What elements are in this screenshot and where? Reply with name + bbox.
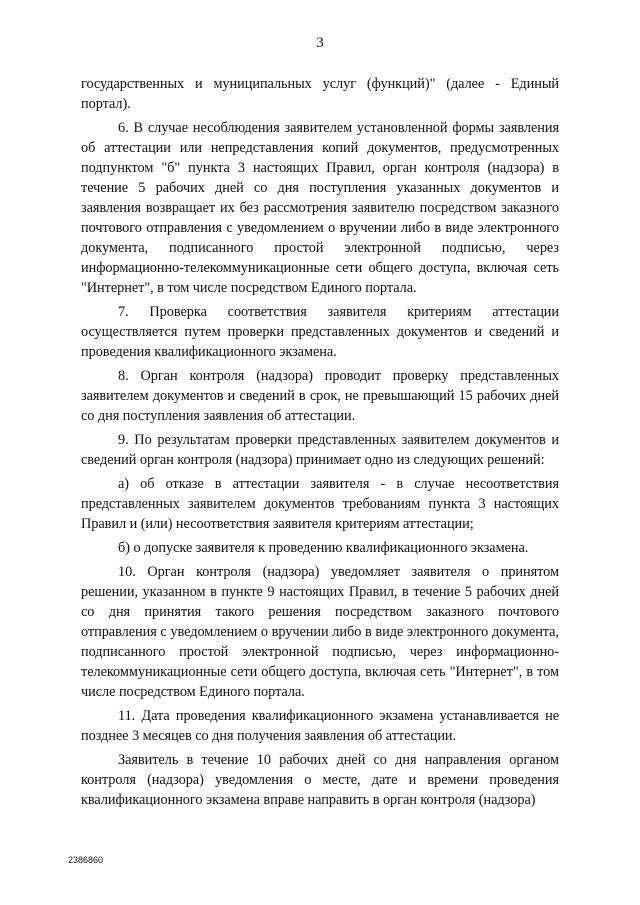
subitem-a: а) об отказе в аттестации заявителя - в случае несоответствия представленных заявителем документов требованиям пункта 3 настоящих Правил и (или) несоответствия заявителя критериям аттестации; [81, 476, 559, 532]
paragraph-applicant-right: Заявитель в течение 10 рабочих дней со дня направления органом контроля (надзора) уведомления о месте, дате и времени проведения квалификационного экзамена вправе направить в орган контроля (надзора) [81, 752, 559, 808]
paragraph-continuation: государственных и муниципальных услуг (функций)" (далее - Единый портал). [81, 76, 559, 112]
paragraph-item-10: 10. Орган контроля (надзора) уведомляет заявителя о принятом решении, указанном в пункте 9 настоящих Правил, в течение 5 рабочих дней со дня принятия такого решения посредством заказного почтового отправления с уведомлением о вручении либо в виде электронного документа, подписанного простой электронной подписью, через информационно-телекоммуникационные сети общего доступа, включая сеть "Интернет", в том числе посредством Единого портала. [81, 564, 559, 700]
document-code: 2386860 [68, 855, 104, 865]
page-number: 3 [316, 35, 324, 51]
paragraph-item-9: 9. По результатам проверки представленных заявителем документов и сведений орган контроля (надзора) принимает одно из следующих решений: [81, 432, 559, 468]
paragraph-item-7: 7. Проверка соответствия заявителя критериям аттестации осуществляется путем проверки представленных документов и сведений и проведения квалификационного экзамена. [81, 304, 559, 360]
document-body [81, 74, 559, 814]
paragraph-item-11: 11. Дата проведения квалификационного экзамена устанавливается не позднее 3 месяцев со дня получения заявления об аттестации. [81, 708, 559, 744]
paragraph-item-8: 8. Орган контроля (надзора) проводит проверку представленных заявителем документов и сведений в срок, не превышающий 15 рабочих дней со дня поступления заявления об аттестации. [81, 368, 559, 424]
paragraph-item-6: 6. В случае несоблюдения заявителем установленной формы заявления об аттестации или непредставления копий документов, предусмотренных подпунктом "б" пункта 3 настоящих Правил, орган контроля (надзора) в течение 5 рабочих дней со дня поступления указанных документов и заявления возвращает их без рассмотрения заявителю посредством заказного почтового отправления с уведомлением о вручении либо в виде электронного документа, подписанного простой электронной подписью, через информационно-телекоммуникационные сети общего доступа, включая сеть "Интернет", в том числе посредством Единого портала. [81, 120, 559, 296]
subitem-b: б) о допуске заявителя к проведению квалификационного экзамена. [118, 540, 529, 556]
